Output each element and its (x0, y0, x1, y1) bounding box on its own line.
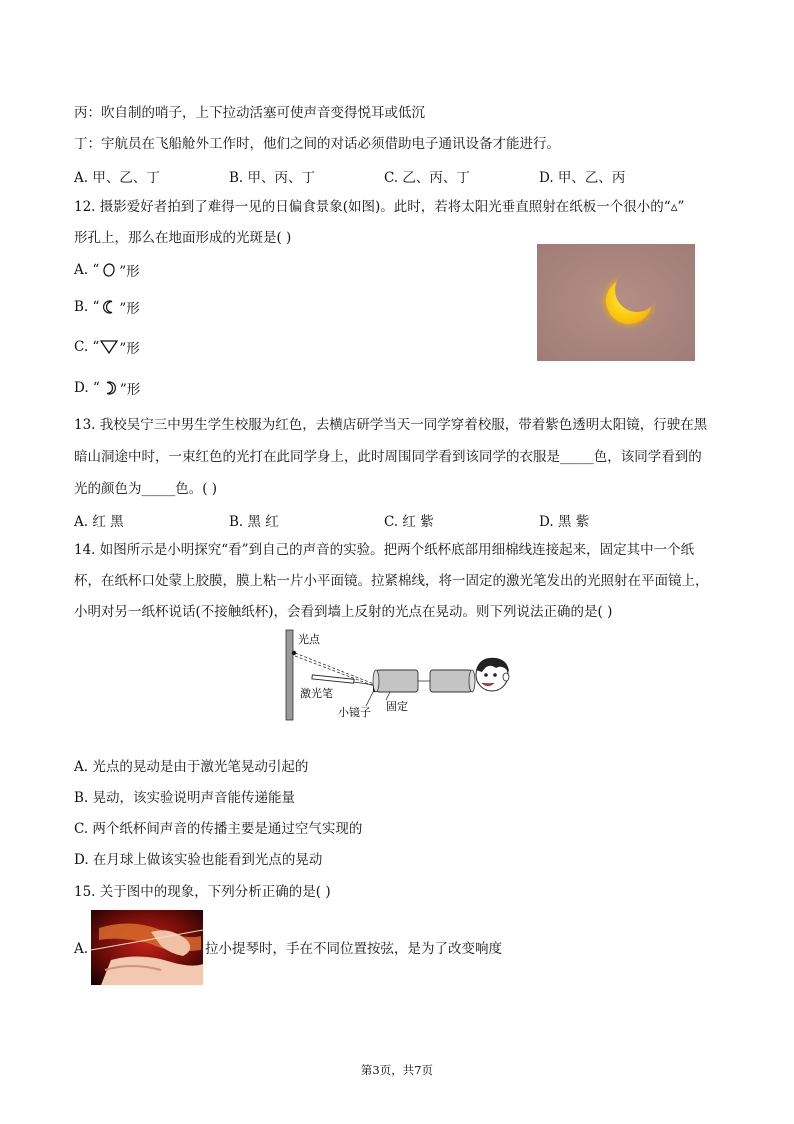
fixed-cup-mouth (373, 670, 379, 692)
q11-option-c: C. 乙、丙、丁 (384, 170, 470, 186)
q14-stem-line2: 杯，在纸杯口处蒙上胶膜，膜上粘一片小平面镜。拉紧棉线，将一固定的激光笔发出的光照射在平面镜上， (74, 573, 709, 589)
q12-option-c (74, 337, 140, 357)
q13-options (74, 510, 714, 530)
violin-photo (91, 910, 203, 985)
crescent-left-icon (99, 299, 119, 315)
fixed-paper-cup (376, 670, 418, 692)
q11-options (74, 166, 714, 186)
fixed-label: 固定 (386, 700, 408, 713)
q12-option-b (74, 297, 140, 317)
q11-line-bing: 丙：吹自制的哨子，上下拉动活塞可使声音变得悦耳或低沉 (74, 105, 425, 121)
triangle-down-icon (99, 339, 119, 355)
light-spot-label: 光点 (298, 633, 320, 646)
q13-option-d: D. 黑 紫 (539, 514, 590, 530)
q11-option-b: B. 甲、丙、丁 (229, 170, 316, 186)
q12-option-a-prefix: A. “ (74, 262, 100, 278)
q12-option-c-suffix: ”形 (119, 341, 140, 357)
speaking-cup-mouth (469, 670, 475, 692)
q11-option-d: D. 甲、乙、丙 (539, 170, 626, 186)
q12-stem-line1: 12. 摄影爱好者拍到了难得一见的日偏食景象(如图)。此时，若将太阳光垂直照射在纸板一个很小的“▵” (74, 199, 685, 215)
q12-option-d-suffix: ”形 (119, 382, 141, 398)
q12-stem-line2: 形孔上，那么在地面形成的光斑是( ) (74, 230, 292, 246)
q13-stem-line1: 13. 我校吴宁三中男生学生校服为红色，去横店研学当天一同学穿着校服，带着紫色透明太阳镜，行驶在黑 (74, 417, 708, 433)
q12-option-b-suffix: ”形 (119, 301, 140, 317)
crescent-right-icon (100, 380, 120, 396)
q12-option-b-prefix: B. “ (74, 299, 100, 315)
boy-head (476, 658, 509, 691)
q14-option-a: A. 光点的晃动是由于激光笔晃动引起的 (74, 759, 309, 775)
wall (286, 630, 293, 720)
q13-option-c: C. 红 紫 (384, 514, 434, 530)
q11-option-a: A. 甲、乙、丁 (74, 170, 160, 186)
q14-option-d: D. 在月球上做该实验也能看到光点的晃动 (74, 852, 323, 868)
q12-option-a-suffix: ”形 (119, 264, 140, 280)
partial-eclipse-photo (537, 244, 695, 361)
q14-option-c: C. 两个纸杯间声音的传播主要是通过空气实现的 (74, 821, 363, 837)
q14-option-b: B. 晃动，该实验说明声音能传递能量 (74, 790, 296, 806)
q15-option-a-prefix: A. (74, 941, 89, 957)
q12-option-d (74, 378, 140, 398)
q13-stem-line2: 暗山洞途中时，一束红色的光打在此同学身上，此时周围同学看到该同学的衣服是_____色，该同学看到的 (74, 449, 702, 465)
q15-stem: 15. 关于图中的现象，下列分析正确的是( ) (74, 884, 331, 900)
q15-option-a-text: 拉小提琴时，手在不同位置按弦，是为了改变响度 (205, 941, 502, 957)
q12-option-a (74, 260, 140, 280)
q14-stem-line1: 14. 如图所示是小明探究“看”到自己的声音的实验。把两个纸杯底部用细棉线连接起来，固定其中一个纸 (74, 542, 695, 558)
speaking-paper-cup (430, 670, 472, 692)
q12-option-d-prefix: D. “ (74, 380, 100, 396)
paper-cup-experiment-diagram (282, 628, 514, 724)
mirror-leader-line (366, 690, 374, 706)
q11-line-ding: 丁：宇航员在飞船舱外工作时，他们之间的对话必须借助电子通讯设备才能进行。 (74, 136, 560, 152)
q13-stem-line3: 光的颜色为_____色。( ) (74, 481, 218, 497)
page-footer: 第3页，共7页 (360, 1063, 434, 1077)
q13-option-b: B. 黑 红 (229, 514, 279, 530)
q14-stem-line3: 小明对另一纸杯说话(不接触纸杯)，会看到墙上反射的光点在晃动。则下列说法正确的是( ) (74, 604, 613, 620)
laser-label: 激光笔 (300, 687, 333, 700)
mirror-label: 小镜子 (338, 706, 371, 719)
q13-option-a: A. 红 黑 (74, 514, 124, 530)
q12-option-c-prefix: C. “ (74, 339, 100, 355)
fixed-leader-line (386, 692, 390, 700)
circle-icon (99, 262, 119, 278)
